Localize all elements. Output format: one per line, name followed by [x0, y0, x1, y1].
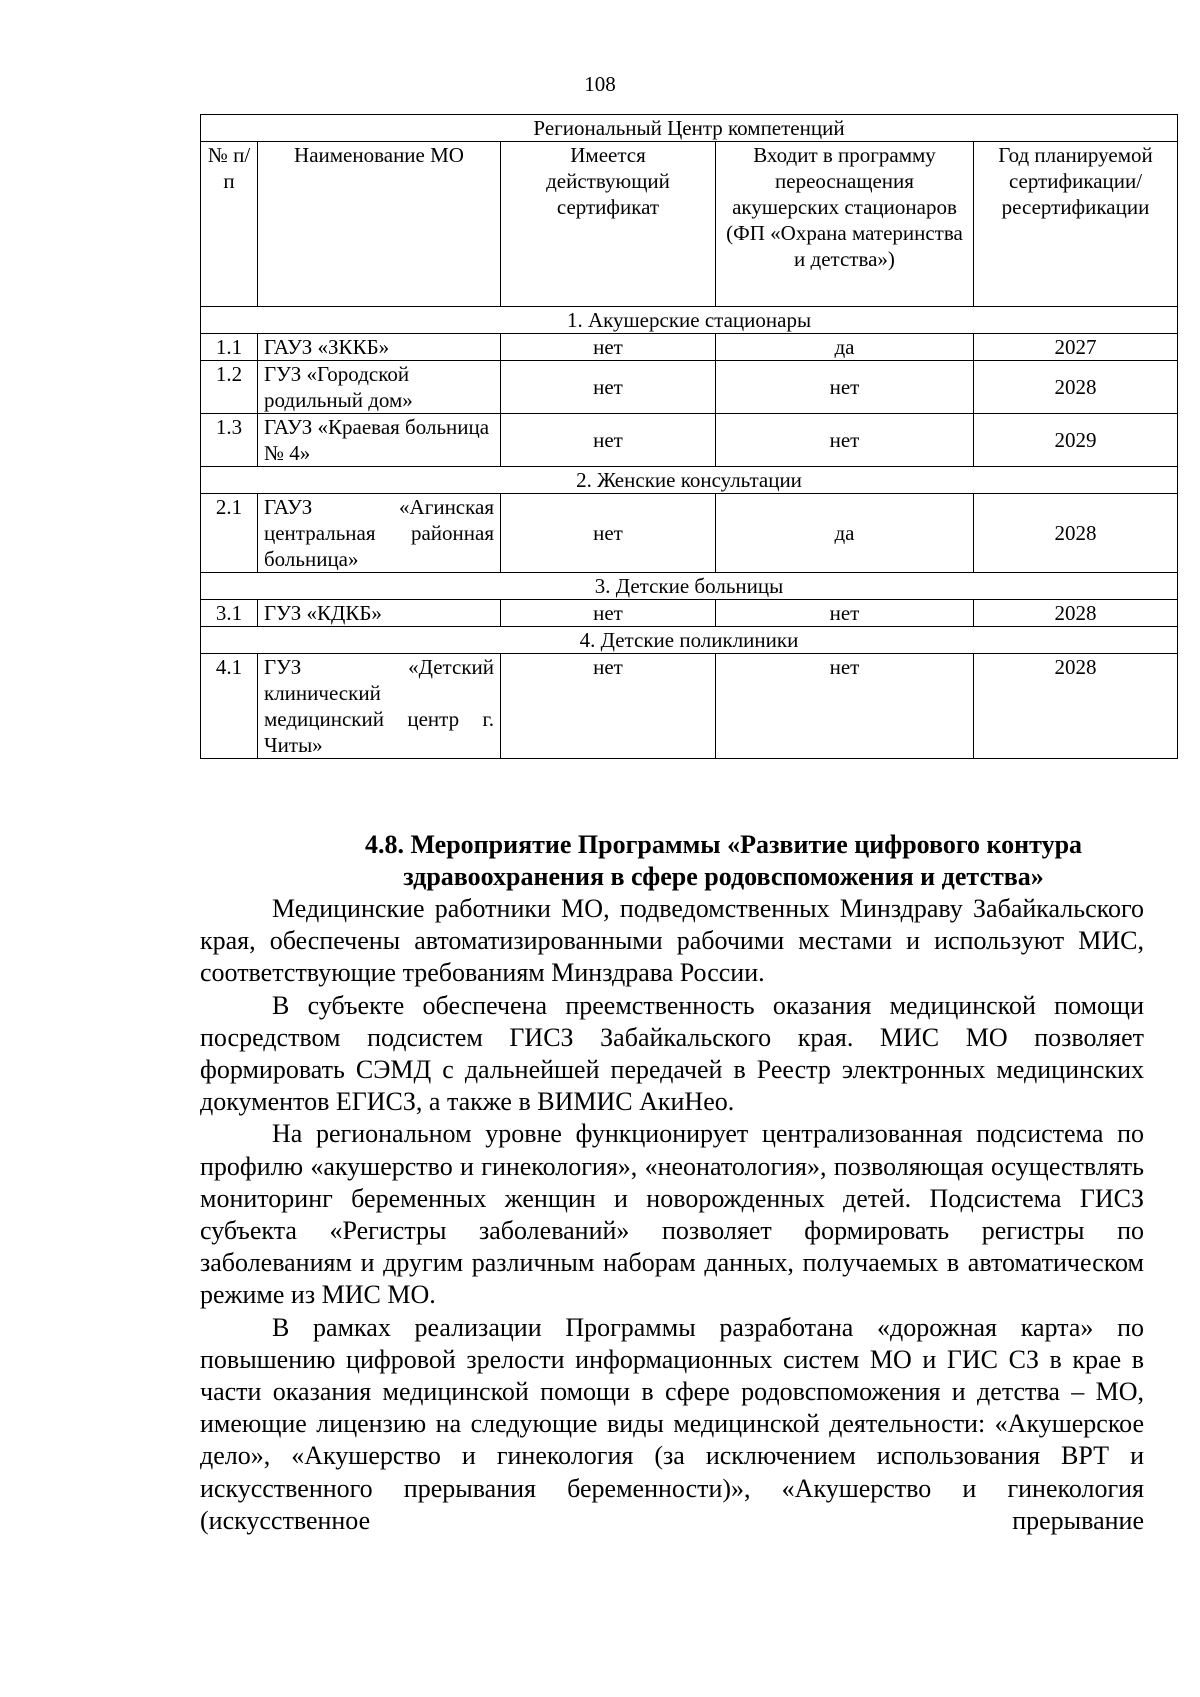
row-name: ГАУЗ «Краевая больница № 4» — [258, 414, 501, 467]
row-year: 2028 — [974, 600, 1178, 627]
competence-center-table — [200, 114, 1178, 759]
section-title-cell: 3. Детские больницы — [201, 573, 1178, 600]
row-program: да — [716, 334, 974, 361]
table-row — [201, 361, 1178, 414]
header-year: Год планируемой сертификации/ ресертификации — [974, 142, 1178, 307]
row-program: да — [716, 494, 974, 573]
row-name: ГУЗ «Детский клинический медицинский центр г. Читы» — [258, 654, 501, 759]
row-num: 3.1 — [201, 600, 258, 627]
table-row — [201, 654, 1178, 759]
row-cert: нет — [501, 414, 716, 467]
header-cert: Имеется действующий сертификат — [501, 142, 716, 307]
row-program: нет — [716, 654, 974, 759]
table-row — [201, 334, 1178, 361]
row-year: 2029 — [974, 414, 1178, 467]
paragraph: В субъекте обеспечена преемственность оказания медицинской помощи посредством подсистем ГИСЗ Забайкальского края. МИС МО позволяет формировать СЭМД с дальнейшей передачей в Реестр электронных медицинских документов ЕГИСЗ, а также в ВИМИС АкиНео. — [200, 990, 1144, 1117]
section-row — [201, 573, 1178, 600]
row-num: 1.1 — [201, 334, 258, 361]
row-year: 2028 — [974, 654, 1178, 759]
row-program: нет — [716, 414, 974, 467]
paragraph: На региональном уровне функционирует централизованная подсистема по профилю «акушерство и гинекология», «неонатология», позволяющая осуществлять мониторинг беременных женщин и новорожденных детей. Подсистема ГИСЗ субъекта «Регистры заболеваний» позволяет формировать регистры по заболеваниям и другим различным наборам данных, получаемых в автоматическом режиме из МИС МО. — [200, 1119, 1144, 1310]
table-caption-row — [201, 115, 1178, 142]
row-cert: нет — [501, 494, 716, 573]
table-row — [201, 600, 1178, 627]
row-num: 1.3 — [201, 414, 258, 467]
header-program: Входит в программу переоснащения акушерских стационаров (ФП «Охрана материнства и детства») — [716, 142, 974, 307]
header-num: № п/п — [201, 142, 258, 307]
table-caption: Региональный Центр компетенций — [201, 115, 1178, 142]
section-row — [201, 467, 1178, 494]
section-row — [201, 307, 1178, 334]
row-cert: нет — [501, 334, 716, 361]
table-row — [201, 414, 1178, 467]
section-title-cell: 1. Акушерские стационары — [201, 307, 1178, 334]
body-text — [200, 893, 1144, 1537]
row-name: ГАУЗ «ЗККБ» — [258, 334, 501, 361]
row-num: 2.1 — [201, 494, 258, 573]
header-name: Наименование МО — [258, 142, 501, 307]
row-program: нет — [716, 361, 974, 414]
page-number: 108 — [584, 72, 616, 96]
paragraph: В рамках реализации Программы разработана «дорожная карта» по повышению цифровой зрелости информационных систем МО и ГИС СЗ в крае в части оказания медицинской помощи в сфере родовспоможения и детства – МО, имеющие лицензию на следующие виды медицинской деятельности: «Акушерское дело», «Акушерство и гинекология (за исключением использования ВРТ и искусственного прерывания беременности)», «Акушерство и гинекология (искусственное прерывание — [200, 1312, 1144, 1535]
row-name: ГУЗ «КДКБ» — [258, 600, 501, 627]
paragraph: Медицинские работники МО, подведомственных Минздраву Забайкальского края, обеспечены автоматизированными рабочими местами и используют МИС, соответствующие требованиям Минздрава России. — [200, 894, 1144, 988]
row-cert: нет — [501, 600, 716, 627]
row-year: 2028 — [974, 361, 1178, 414]
row-cert: нет — [501, 361, 716, 414]
section-heading-line-1: 4.8. Мероприятие Программы «Развитие цифрового контура — [364, 830, 1083, 859]
row-program: нет — [716, 600, 974, 627]
row-year: 2027 — [974, 334, 1178, 361]
row-cert: нет — [501, 654, 716, 759]
row-year: 2028 — [974, 494, 1178, 573]
table-header-row — [201, 142, 1178, 307]
section-heading — [200, 829, 1177, 893]
section-title-cell: 4. Детские поликлиники — [201, 627, 1178, 654]
table-row — [201, 494, 1178, 573]
row-name: ГАУЗ «Агинская центральная районная больница» — [258, 494, 501, 573]
row-num: 4.1 — [201, 654, 258, 759]
row-name: ГУЗ «Городской родильный дом» — [258, 361, 501, 414]
section-heading-line-2: здравоохранения в сфере родовспоможения и детства» — [403, 862, 1044, 891]
section-title-cell: 2. Женские консультации — [201, 467, 1178, 494]
section-row — [201, 627, 1178, 654]
row-num: 1.2 — [201, 361, 258, 414]
